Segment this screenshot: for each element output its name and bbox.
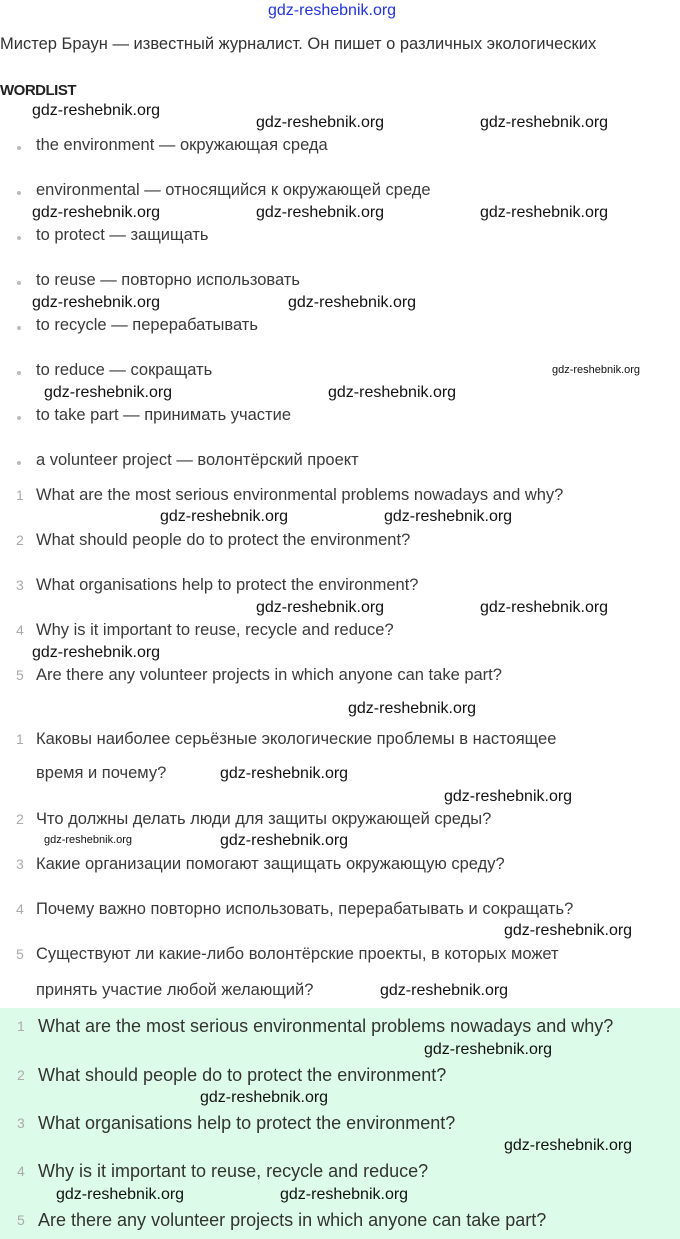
- question: What organisations help to protect the environment?: [38, 1113, 456, 1133]
- question-number: 2: [16, 532, 24, 548]
- question-ru: Что должны делать люди для защиты окружающей среды?: [36, 810, 492, 828]
- watermark: gdz-reshebnik.org: [56, 1186, 185, 1203]
- question-number: 4: [17, 1163, 25, 1179]
- watermark: gdz-reshebnik.org: [384, 508, 513, 525]
- wordlist-item: a volunteer project — волонтёрский проект: [36, 451, 359, 469]
- bullet-icon: [17, 236, 21, 240]
- watermark-top[interactable]: gdz-reshebnik.org: [268, 2, 397, 19]
- wordlist-heading: WORDLIST: [0, 82, 76, 99]
- question: What are the most serious environmental problems nowadays and why?: [36, 486, 564, 504]
- watermark: gdz-reshebnik.org: [32, 102, 161, 119]
- watermark: gdz-reshebnik.org: [504, 922, 633, 939]
- question-number: 3: [16, 577, 24, 593]
- question-number: 1: [17, 1018, 25, 1034]
- watermark: gdz-reshebnik.org: [32, 204, 161, 221]
- watermark: gdz-reshebnik.org: [256, 114, 385, 131]
- watermark: gdz-reshebnik.org: [44, 384, 173, 401]
- wordlist-item: to reduce — сокращать: [36, 361, 213, 379]
- question-ru-cont: время и почему?: [36, 764, 167, 782]
- question-number: 2: [17, 1067, 25, 1083]
- question-number: 5: [16, 946, 24, 962]
- wordlist-item: to take part — принимать участие: [36, 406, 291, 424]
- question-ru-cont: принять участие любой желающий?: [36, 981, 314, 999]
- wordlist-item: the environment — окружающая среда: [36, 136, 328, 154]
- question: Why is it important to reuse, recycle and reduce?: [38, 1161, 429, 1181]
- question-ru: Каковы наиболее серьёзные экологические проблемы в настоящее: [36, 730, 557, 748]
- bullet-icon: [17, 146, 21, 150]
- watermark: gdz-reshebnik.org: [504, 1137, 633, 1154]
- watermark: gdz-reshebnik.org: [444, 788, 573, 805]
- question-number: 5: [17, 1212, 25, 1228]
- watermark: gdz-reshebnik.org: [552, 364, 641, 376]
- watermark: gdz-reshebnik.org: [220, 832, 349, 849]
- watermark: gdz-reshebnik.org: [424, 1041, 553, 1058]
- bullet-icon: [17, 461, 21, 465]
- bullet-icon: [17, 371, 21, 375]
- question-number: 2: [16, 811, 24, 827]
- wordlist-item: to protect — защищать: [36, 226, 209, 244]
- question-number: 5: [16, 667, 24, 683]
- bullet-icon: [17, 416, 21, 420]
- watermark: gdz-reshebnik.org: [480, 204, 609, 221]
- wordlist-item: to reuse — повторно использовать: [36, 271, 300, 289]
- watermark: gdz-reshebnik.org: [288, 294, 417, 311]
- watermark: gdz-reshebnik.org: [348, 700, 477, 717]
- question: What are the most serious environmental problems nowadays and why?: [38, 1016, 614, 1036]
- question: Why is it important to reuse, recycle and reduce?: [36, 621, 394, 639]
- question-number: 3: [17, 1115, 25, 1131]
- watermark: gdz-reshebnik.org: [44, 834, 133, 846]
- question-number: 3: [16, 856, 24, 872]
- intro-text: Мистер Браун — известный журналист. Он пишет о различных экологических: [0, 35, 597, 53]
- question: What organisations help to protect the environment?: [36, 576, 419, 594]
- question-number: 4: [16, 901, 24, 917]
- watermark: gdz-reshebnik.org: [32, 294, 161, 311]
- question-number: 1: [16, 487, 24, 503]
- watermark: gdz-reshebnik.org: [328, 384, 457, 401]
- watermark: gdz-reshebnik.org: [160, 508, 289, 525]
- watermark: gdz-reshebnik.org: [480, 599, 609, 616]
- question-ru: Какие организации помогают защищать окружающую среду?: [36, 855, 505, 873]
- question-ru: Существуют ли какие-либо волонтёрские проекты, в которых может: [36, 945, 559, 963]
- watermark: gdz-reshebnik.org: [256, 204, 385, 221]
- bullet-icon: [17, 281, 21, 285]
- watermark: gdz-reshebnik.org: [280, 1186, 409, 1203]
- question: What should people do to protect the environment?: [36, 531, 411, 549]
- question-number: 4: [16, 622, 24, 638]
- bullet-icon: [17, 326, 21, 330]
- question-number: 1: [16, 731, 24, 747]
- watermark: gdz-reshebnik.org: [380, 982, 509, 999]
- watermark: gdz-reshebnik.org: [256, 599, 385, 616]
- question: What should people do to protect the environment?: [38, 1065, 447, 1085]
- wordlist-item: environmental — относящийся к окружающей среде: [36, 181, 431, 199]
- bullet-icon: [17, 191, 21, 195]
- question: Are there any volunteer projects in which anyone can take part?: [36, 666, 502, 684]
- watermark: gdz-reshebnik.org: [32, 644, 161, 661]
- watermark: gdz-reshebnik.org: [220, 765, 349, 782]
- wordlist-item: to recycle — перерабатывать: [36, 316, 258, 334]
- watermark: gdz-reshebnik.org: [200, 1089, 329, 1106]
- question: Are there any volunteer projects in which anyone can take part?: [38, 1210, 547, 1230]
- watermark: gdz-reshebnik.org: [480, 114, 609, 131]
- question-ru: Почему важно повторно использовать, перерабатывать и сокращать?: [36, 900, 574, 918]
